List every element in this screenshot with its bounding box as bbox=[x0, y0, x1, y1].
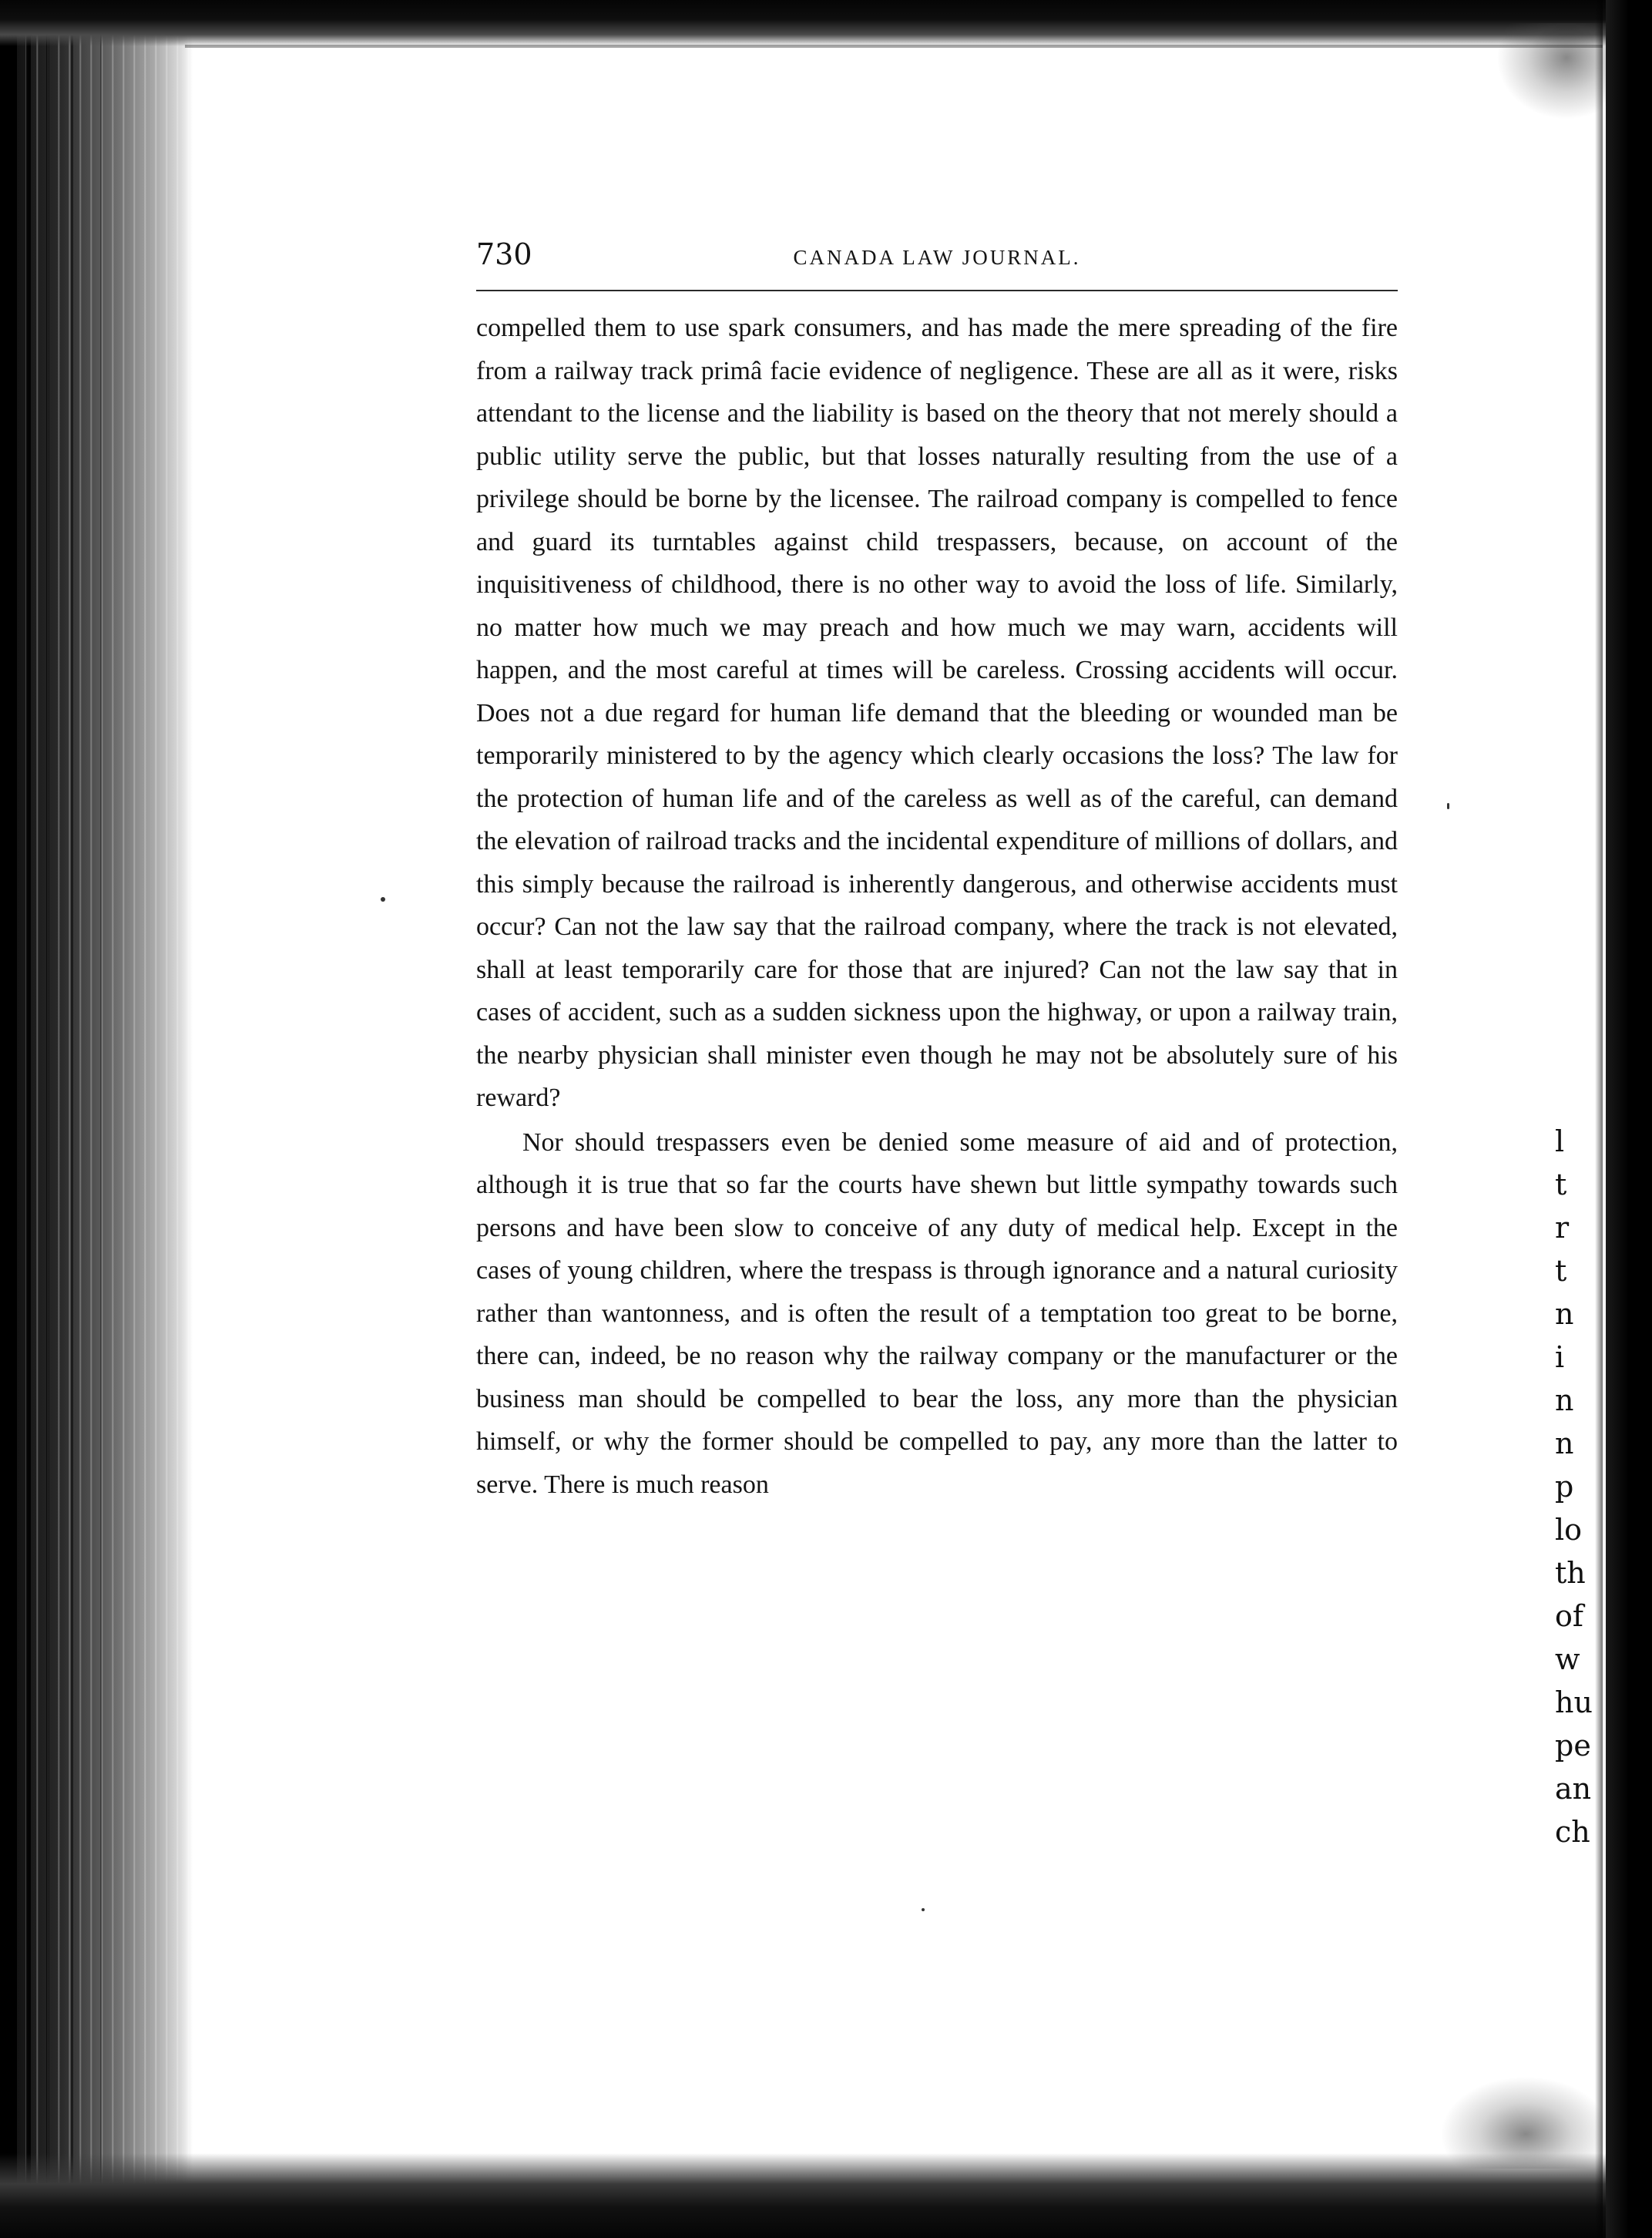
paragraph: Nor should trespassers even be denied some measure of aid and of protection, although it is true that so far the courts have shewn but little sympathy towards such persons and have been slow to conceive of any duty of medical help. Except in the cases of young children, where the trespass is through ignorance and a natural curiosity rather than wantonness, and is often the result of a temptation too great to be borne, there can, indeed, be no reason why the railway company or the manufacturer or the business man should be compelled to bear the loss, any more than the physician himself, or why the former should be compelled to pay, any more than the latter to serve. There is much reason bbox=[476, 1127, 1398, 1499]
ink-speck bbox=[922, 1908, 925, 1911]
running-head bbox=[476, 231, 1398, 277]
right-dark-band bbox=[1606, 0, 1652, 2238]
facing-fragment: th bbox=[1555, 1556, 1586, 1590]
page-content bbox=[476, 231, 1398, 1506]
facing-fragment: l bbox=[1555, 1124, 1565, 1158]
facing-fragment: i bbox=[1555, 1340, 1565, 1374]
facing-fragment: p bbox=[1555, 1470, 1574, 1504]
top-edge-line bbox=[185, 45, 1603, 48]
journal-title: CANADA LAW JOURNAL. bbox=[793, 246, 1081, 269]
facing-fragment: an bbox=[1555, 1772, 1592, 1806]
binding-stripe bbox=[46, 0, 49, 2238]
top-scan-edge bbox=[0, 0, 1652, 46]
binding-stripe bbox=[26, 0, 31, 2238]
paragraph: compelled them to use spark consumers, and has made the mere spreading of the fire from a railway track primâ facie evidence of negligence. These are all as it were, risks attendant to the license and the liability is based on the theory that not merely should a public utility serve the public, but that losses naturally resulting from the use of a privilege should be borne by the licensee. The railroad company is compelled to fence and guard its turntables against child trespassers, because, on account of the inquisitiveness of childhood, there is no other way to avoid the loss of life. Similarly, no matter how much we may preach and how much we may warn, accidents will happen, and the most careful at times will be careless. Crossing accidents will occur. Does not a due regard for human life demand that the bleeding or wounded man be temporarily ministered to by the agency which clearly occasions the loss? The law for the protection of human life and of the careless as well as of the careful, can demand the elevation of railroad tracks and the incidental expenditure of millions of dollars, and this simply because the railroad is inherently dangerous, and otherwise accidents must occur? Can not the law say that the railroad company, where the track is not elevated, shall at least temporarily care for those that are injured? Can not the law say that in cases of accident, such as a sudden sickness upon the highway, or upon a railway train, the nearby physician shall minister even though he may not be absolutely sure of his reward? bbox=[476, 314, 1398, 1112]
facing-page-fragments bbox=[1555, 0, 1601, 2238]
facing-fragment: pe bbox=[1555, 1729, 1591, 1763]
facing-fragment: n bbox=[1555, 1297, 1574, 1331]
binding-stripe bbox=[100, 0, 102, 2238]
facing-fragment: of bbox=[1555, 1599, 1583, 1633]
facing-fragment: ch bbox=[1555, 1815, 1590, 1849]
body-text bbox=[476, 307, 1398, 1506]
facing-fragment: t bbox=[1555, 1168, 1567, 1201]
binding-stripe bbox=[0, 0, 17, 2238]
facing-fragment: lo bbox=[1555, 1513, 1583, 1547]
facing-fragment: n bbox=[1555, 1383, 1574, 1417]
facing-fragment: r bbox=[1555, 1211, 1570, 1245]
book-binding-shadow bbox=[0, 0, 193, 2238]
header-rule bbox=[476, 290, 1398, 291]
page-number: 730 bbox=[476, 237, 532, 271]
binding-stripe bbox=[71, 0, 73, 2238]
facing-fragment: n bbox=[1555, 1426, 1574, 1460]
bottom-scan-edge bbox=[0, 2153, 1652, 2238]
facing-fragment: hu bbox=[1555, 1685, 1593, 1719]
ink-speck bbox=[1447, 803, 1449, 809]
ink-speck bbox=[381, 897, 385, 902]
facing-fragment: t bbox=[1555, 1254, 1567, 1288]
facing-fragment: w bbox=[1555, 1642, 1580, 1676]
